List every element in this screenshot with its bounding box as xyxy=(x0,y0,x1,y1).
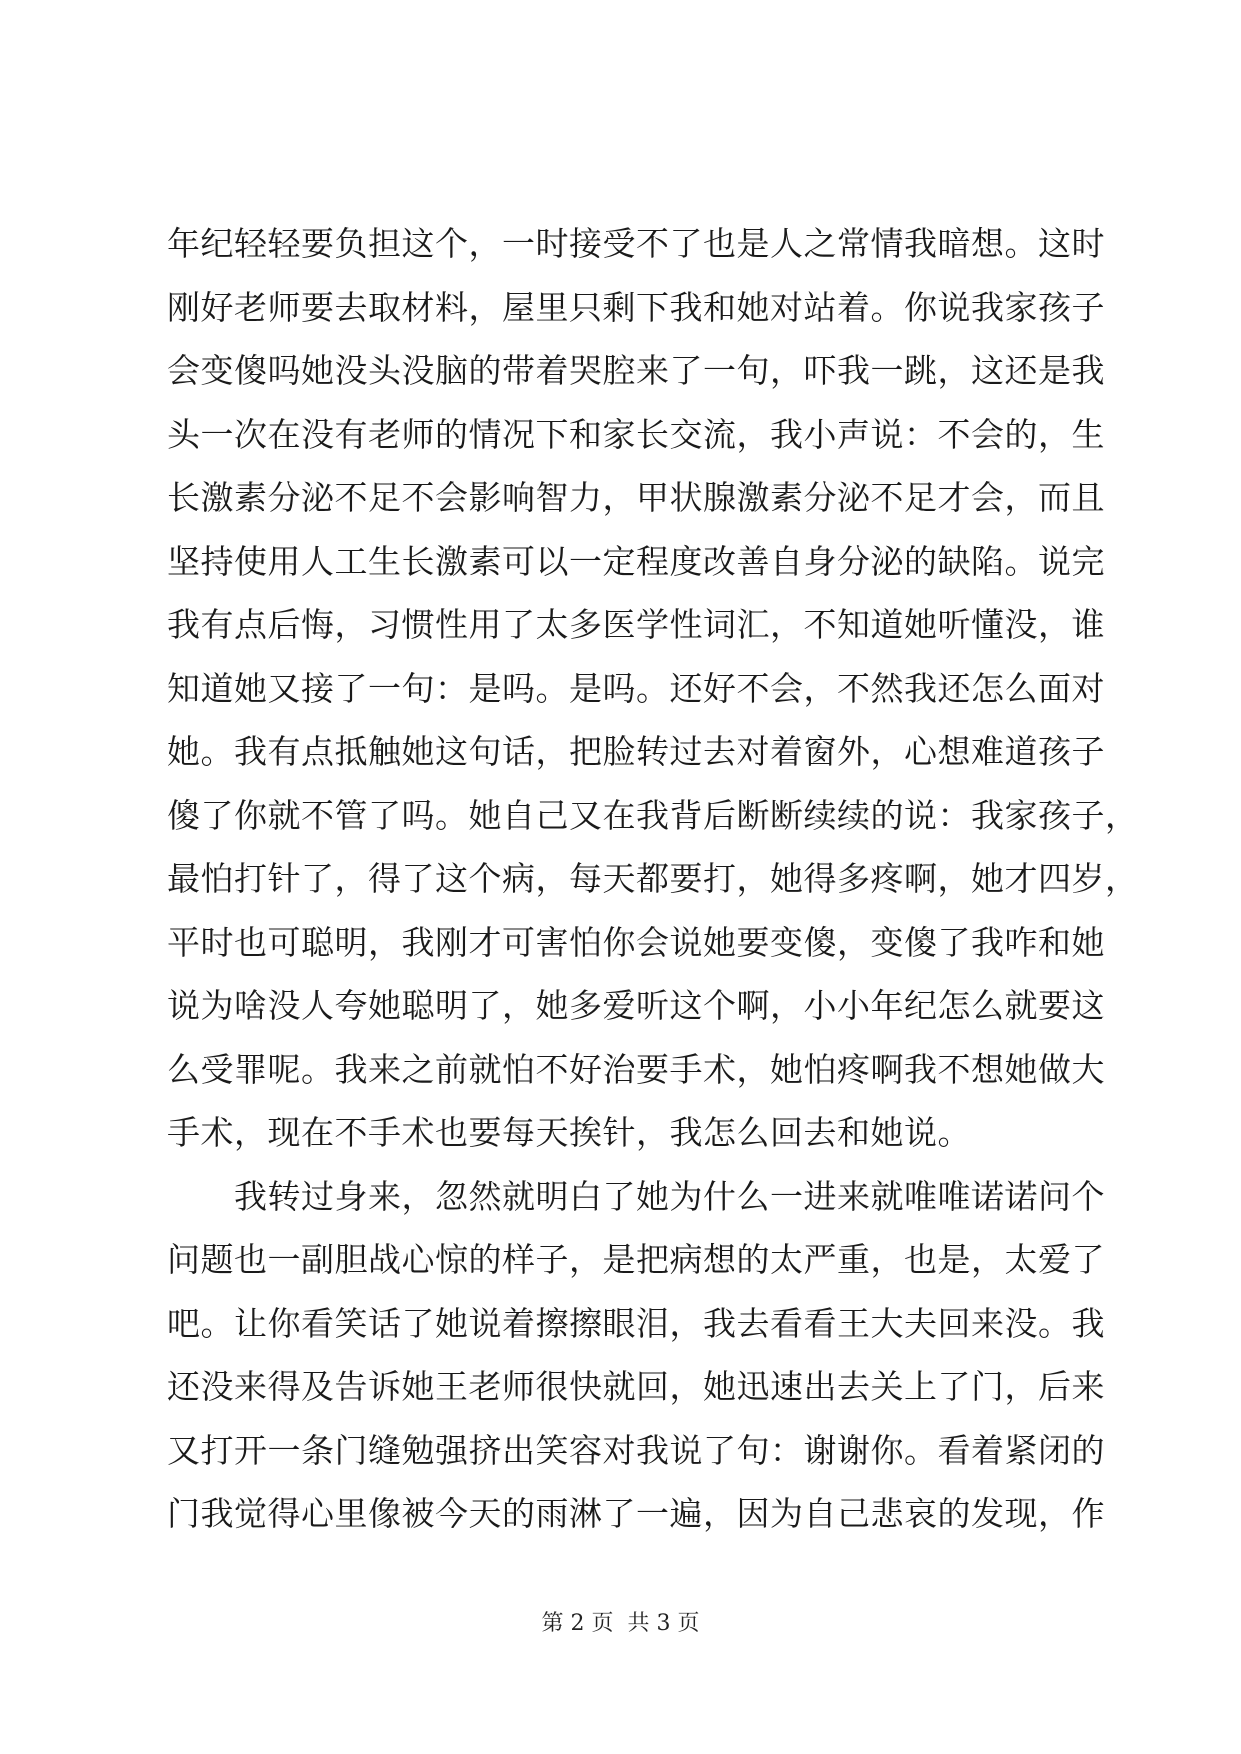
text-line: 会变傻吗她没头没脑的带着哭腔来了一句，吓我一跳，这还是我 xyxy=(167,351,1105,390)
text-line: 么受罪呢。我来之前就怕不好治要手术，她怕疼啊我不想她做大 xyxy=(167,1049,1105,1089)
text-line: 刚好老师要去取材料，屋里只剩下我和她对站着。你说我家孩子 xyxy=(167,287,1105,327)
text-line: 平时也可聪明，我刚才可害怕你会说她要变傻，变傻了我咋和她 xyxy=(167,922,1105,962)
text-line: 我有点后悔，习惯性用了太多医学性词汇，不知道她听懂没，谁 xyxy=(167,605,1105,644)
text-line: 知道她又接了一句：是吗。是吗。还好不会，不然我还怎么面对 xyxy=(167,668,1105,708)
text-line: 头一次在没有老师的情况下和家长交流，我小声说：不会的，生 xyxy=(167,414,1105,454)
text-line: 坚持使用人工生长激素可以一定程度改善自身分泌的缺陷。说完 xyxy=(167,541,1105,581)
page-number: 第 2 页 xyxy=(541,1611,614,1636)
text-line: 年纪轻轻要负担这个，一时接受不了也是人之常情我暗想。这时 xyxy=(167,224,1105,263)
text-line: 问题也一副胆战心惊的样子，是把病想的太严重，也是，太爱了 xyxy=(167,1240,1105,1279)
text-line: 手术，现在不手术也要每天挨针，我怎么回去和她说。 xyxy=(167,1113,971,1152)
text-line: 最怕打针了，得了这个病，每天都要打，她得多疼啊，她才四岁， xyxy=(167,859,1139,898)
text-line: 长激素分泌不足不会影响智力，甲状腺激素分泌不足才会，而且 xyxy=(167,478,1105,517)
text-line: 她。我有点抵触她这句话，把脸转过去对着窗外，心想难道孩子 xyxy=(167,732,1105,771)
body-text xyxy=(167,212,1139,1546)
page-footer xyxy=(0,1609,1241,1639)
text-line: 我转过身来，忽然就明白了她为什么一进来就唯唯诺诺问个 xyxy=(167,1176,1105,1216)
page-total: 共 3 页 xyxy=(627,1611,700,1636)
text-line: 吧。让你看笑话了她说着擦擦眼泪，我去看看王大夫回来没。我 xyxy=(167,1303,1105,1343)
text-line: 还没来得及告诉她王老师很快就回，她迅速出去关上了门，后来 xyxy=(167,1367,1105,1406)
text-line: 傻了你就不管了吗。她自己又在我背后断断续续的说：我家孩子， xyxy=(167,795,1139,835)
text-line: 又打开一条门缝勉强挤出笑容对我说了句：谢谢你。看着紧闭的 xyxy=(167,1430,1105,1470)
text-line: 门我觉得心里像被今天的雨淋了一遍，因为自己悲哀的发现，作 xyxy=(167,1494,1105,1533)
text-line: 说为啥没人夸她聪明了，她多爱听这个啊，小小年纪怎么就要这 xyxy=(167,986,1105,1025)
